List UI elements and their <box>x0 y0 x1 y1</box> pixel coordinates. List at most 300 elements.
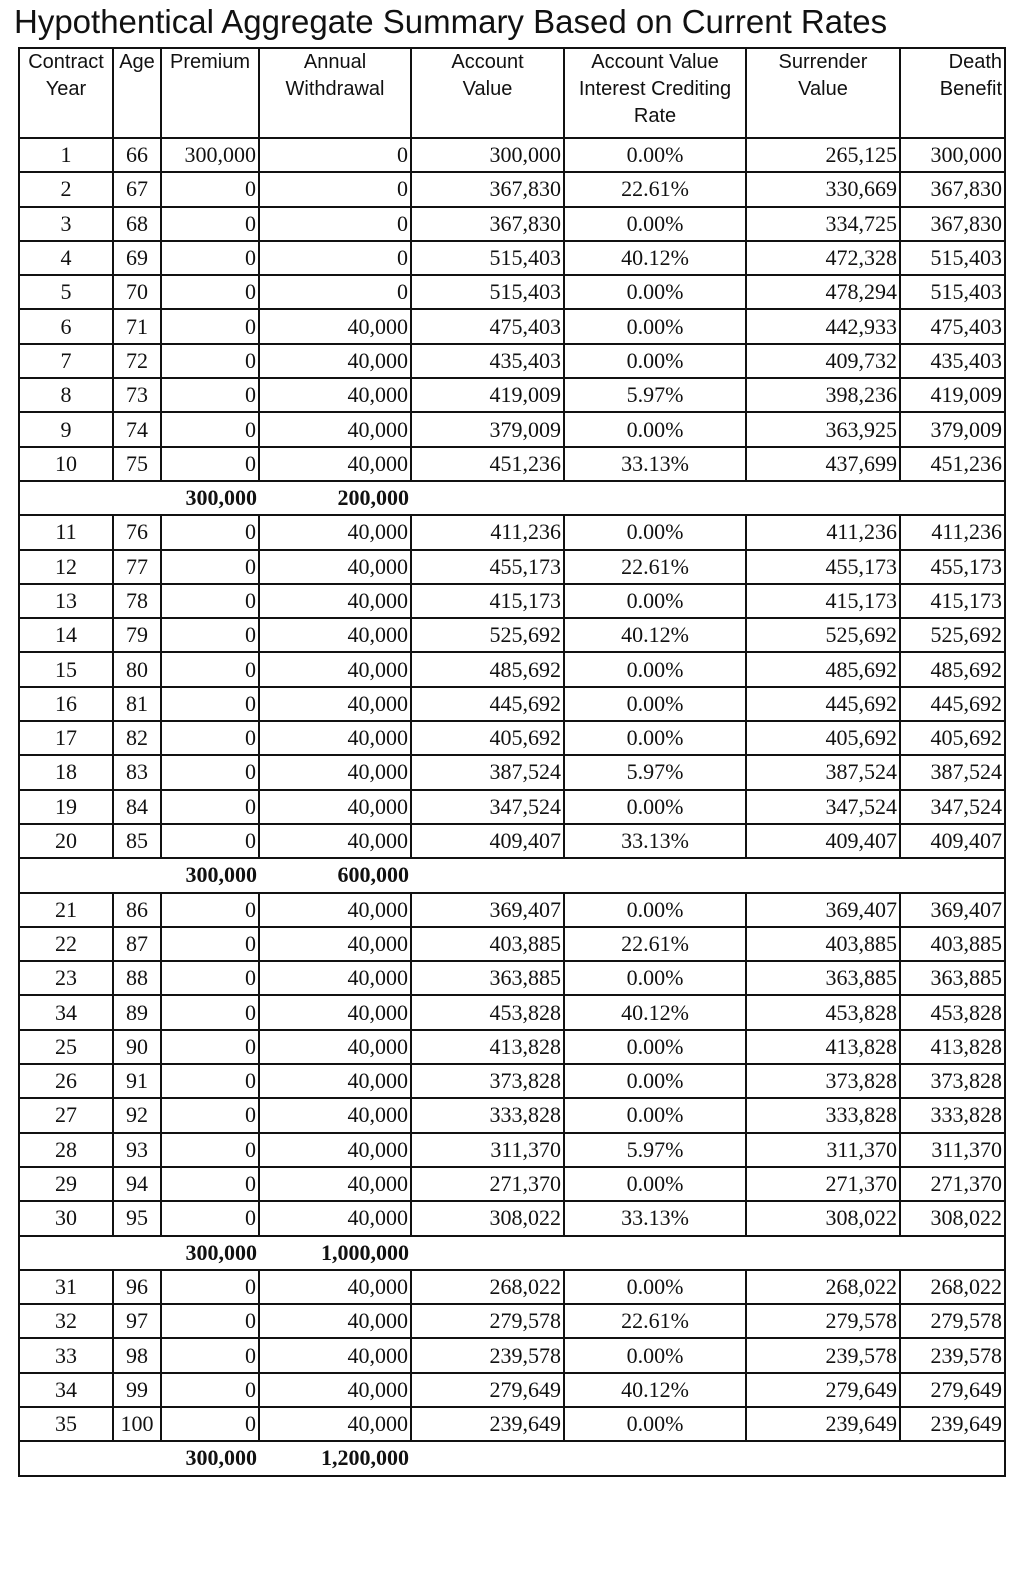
cell-surrender-value: 525,692 <box>746 618 900 652</box>
table-row <box>19 584 1005 618</box>
cell-contract-year: 32 <box>19 1304 113 1338</box>
cell-interest-rate: 5.97% <box>564 755 746 789</box>
cell-age: 75 <box>113 447 161 481</box>
cell-account-value: 409,407 <box>411 824 564 858</box>
cell-premium: 0 <box>161 1373 259 1407</box>
cell-account-value: 455,173 <box>411 550 564 584</box>
cell-surrender-value: 334,725 <box>746 207 900 241</box>
cell-age: 68 <box>113 207 161 241</box>
cell-premium: 0 <box>161 927 259 961</box>
cell-age: 92 <box>113 1098 161 1132</box>
table-row <box>19 824 1005 858</box>
subtotal-empty-cell <box>19 858 113 892</box>
cell-premium: 0 <box>161 961 259 995</box>
header-interest-rate-line: Account Value <box>591 51 719 73</box>
table-row <box>19 961 1005 995</box>
cell-account-value: 415,173 <box>411 584 564 618</box>
table-row <box>19 207 1005 241</box>
cell-interest-rate: 0.00% <box>564 1064 746 1098</box>
cell-account-value: 239,578 <box>411 1338 564 1372</box>
cell-death-benefit: 308,022 <box>900 1201 1005 1235</box>
cell-account-value: 435,403 <box>411 344 564 378</box>
cell-age: 77 <box>113 550 161 584</box>
cell-annual-withdrawal: 40,000 <box>259 1270 411 1304</box>
cell-age: 84 <box>113 790 161 824</box>
cell-surrender-value: 409,407 <box>746 824 900 858</box>
cell-death-benefit: 453,828 <box>900 995 1005 1029</box>
table-row <box>19 1304 1005 1338</box>
table-row <box>19 755 1005 789</box>
cell-annual-withdrawal: 40,000 <box>259 447 411 481</box>
cell-account-value: 367,830 <box>411 207 564 241</box>
cell-death-benefit: 409,407 <box>900 824 1005 858</box>
cell-death-benefit: 403,885 <box>900 927 1005 961</box>
header-contract-year-line: Year <box>45 78 87 100</box>
cell-surrender-value: 455,173 <box>746 550 900 584</box>
cell-age: 96 <box>113 1270 161 1304</box>
cell-interest-rate: 33.13% <box>564 824 746 858</box>
cell-contract-year: 6 <box>19 309 113 343</box>
cell-contract-year: 31 <box>19 1270 113 1304</box>
cell-age: 94 <box>113 1167 161 1201</box>
header-contract-year-line: Contract <box>28 51 104 73</box>
cell-death-benefit: 279,578 <box>900 1304 1005 1338</box>
cell-surrender-value: 413,828 <box>746 1030 900 1064</box>
cell-age: 88 <box>113 961 161 995</box>
page-title: Hypothentical Aggregate Summary Based on Current Rates <box>14 3 888 40</box>
subtotal-premium: 300,000 <box>161 481 259 515</box>
cell-annual-withdrawal: 40,000 <box>259 1030 411 1064</box>
cell-age: 93 <box>113 1133 161 1167</box>
cell-death-benefit: 367,830 <box>900 207 1005 241</box>
cell-contract-year: 15 <box>19 652 113 686</box>
table-row <box>19 721 1005 755</box>
cell-death-benefit: 435,403 <box>900 344 1005 378</box>
cell-surrender-value: 453,828 <box>746 995 900 1029</box>
cell-death-benefit: 311,370 <box>900 1133 1005 1167</box>
cell-interest-rate: 0.00% <box>564 515 746 549</box>
cell-interest-rate: 0.00% <box>564 687 746 721</box>
cell-interest-rate: 0.00% <box>564 412 746 446</box>
cell-age: 72 <box>113 344 161 378</box>
cell-death-benefit: 411,236 <box>900 515 1005 549</box>
cell-account-value: 405,692 <box>411 721 564 755</box>
cell-age: 67 <box>113 172 161 206</box>
cell-interest-rate: 0.00% <box>564 1270 746 1304</box>
cell-annual-withdrawal: 40,000 <box>259 1304 411 1338</box>
header-surrender-value-line: Surrender <box>778 51 868 73</box>
cell-age: 82 <box>113 721 161 755</box>
table-row <box>19 1201 1005 1235</box>
cell-surrender-value: 239,578 <box>746 1338 900 1372</box>
cell-premium: 0 <box>161 1133 259 1167</box>
subtotal-row <box>19 481 1005 515</box>
cell-premium: 0 <box>161 309 259 343</box>
subtotal-empty-cell <box>564 1441 746 1475</box>
cell-age: 98 <box>113 1338 161 1372</box>
cell-interest-rate: 0.00% <box>564 1030 746 1064</box>
cell-premium: 0 <box>161 1098 259 1132</box>
cell-interest-rate: 0.00% <box>564 652 746 686</box>
cell-age: 80 <box>113 652 161 686</box>
cell-surrender-value: 398,236 <box>746 378 900 412</box>
cell-death-benefit: 300,000 <box>900 138 1005 172</box>
cell-annual-withdrawal: 40,000 <box>259 961 411 995</box>
table-row <box>19 550 1005 584</box>
cell-contract-year: 19 <box>19 790 113 824</box>
cell-annual-withdrawal: 40,000 <box>259 995 411 1029</box>
cell-account-value: 387,524 <box>411 755 564 789</box>
subtotal-premium: 300,000 <box>161 1441 259 1475</box>
table-row <box>19 138 1005 172</box>
cell-surrender-value: 363,925 <box>746 412 900 446</box>
cell-interest-rate: 0.00% <box>564 1338 746 1372</box>
cell-contract-year: 12 <box>19 550 113 584</box>
cell-surrender-value: 411,236 <box>746 515 900 549</box>
cell-death-benefit: 515,403 <box>900 275 1005 309</box>
cell-age: 83 <box>113 755 161 789</box>
cell-surrender-value: 478,294 <box>746 275 900 309</box>
cell-surrender-value: 405,692 <box>746 721 900 755</box>
cell-age: 71 <box>113 309 161 343</box>
cell-interest-rate: 0.00% <box>564 207 746 241</box>
cell-account-value: 279,578 <box>411 1304 564 1338</box>
cell-interest-rate: 5.97% <box>564 1133 746 1167</box>
cell-premium: 0 <box>161 378 259 412</box>
cell-death-benefit: 451,236 <box>900 447 1005 481</box>
cell-annual-withdrawal: 40,000 <box>259 1133 411 1167</box>
cell-surrender-value: 279,649 <box>746 1373 900 1407</box>
header-annual-withdrawal <box>259 48 411 138</box>
cell-account-value: 311,370 <box>411 1133 564 1167</box>
header-contract-year <box>19 48 113 138</box>
cell-account-value: 268,022 <box>411 1270 564 1304</box>
cell-death-benefit: 347,524 <box>900 790 1005 824</box>
cell-account-value: 515,403 <box>411 275 564 309</box>
cell-account-value: 525,692 <box>411 618 564 652</box>
table-row <box>19 1030 1005 1064</box>
cell-contract-year: 20 <box>19 824 113 858</box>
table-row <box>19 618 1005 652</box>
cell-premium: 0 <box>161 412 259 446</box>
subtotal-empty-cell <box>900 481 1005 515</box>
cell-interest-rate: 0.00% <box>564 344 746 378</box>
cell-account-value: 379,009 <box>411 412 564 446</box>
cell-age: 74 <box>113 412 161 446</box>
table-row <box>19 1098 1005 1132</box>
cell-annual-withdrawal: 40,000 <box>259 618 411 652</box>
subtotal-empty-cell <box>746 1236 900 1270</box>
cell-premium: 0 <box>161 652 259 686</box>
cell-surrender-value: 442,933 <box>746 309 900 343</box>
cell-contract-year: 33 <box>19 1338 113 1372</box>
cell-account-value: 451,236 <box>411 447 564 481</box>
cell-account-value: 515,403 <box>411 241 564 275</box>
cell-death-benefit: 525,692 <box>900 618 1005 652</box>
cell-premium: 0 <box>161 893 259 927</box>
cell-premium: 0 <box>161 1304 259 1338</box>
header-account-value-line: Value <box>462 78 513 100</box>
subtotal-withdrawal: 200,000 <box>259 481 411 515</box>
cell-premium: 0 <box>161 1064 259 1098</box>
cell-contract-year: 27 <box>19 1098 113 1132</box>
cell-annual-withdrawal: 40,000 <box>259 790 411 824</box>
cell-death-benefit: 239,649 <box>900 1407 1005 1441</box>
cell-account-value: 475,403 <box>411 309 564 343</box>
cell-interest-rate: 0.00% <box>564 309 746 343</box>
cell-account-value: 363,885 <box>411 961 564 995</box>
table-row <box>19 893 1005 927</box>
cell-interest-rate: 0.00% <box>564 1167 746 1201</box>
cell-premium: 0 <box>161 790 259 824</box>
cell-death-benefit: 271,370 <box>900 1167 1005 1201</box>
subtotal-empty-cell <box>19 481 113 515</box>
cell-contract-year: 16 <box>19 687 113 721</box>
cell-account-value: 308,022 <box>411 1201 564 1235</box>
cell-contract-year: 4 <box>19 241 113 275</box>
subtotal-empty-cell <box>411 858 564 892</box>
header-premium-line: Premium <box>169 51 250 73</box>
cell-age: 87 <box>113 927 161 961</box>
subtotal-empty-cell <box>113 1441 161 1475</box>
cell-surrender-value: 369,407 <box>746 893 900 927</box>
subtotal-row <box>19 1236 1005 1270</box>
header-death-benefit-line: Death <box>948 51 1002 73</box>
header-age <box>113 48 161 138</box>
cell-surrender-value: 333,828 <box>746 1098 900 1132</box>
subtotal-empty-cell <box>113 858 161 892</box>
subtotal-empty-cell <box>411 1236 564 1270</box>
cell-annual-withdrawal: 0 <box>259 241 411 275</box>
cell-age: 73 <box>113 378 161 412</box>
cell-death-benefit: 367,830 <box>900 172 1005 206</box>
cell-age: 66 <box>113 138 161 172</box>
header-interest-rate <box>564 48 746 138</box>
cell-premium: 0 <box>161 447 259 481</box>
cell-contract-year: 26 <box>19 1064 113 1098</box>
cell-contract-year: 9 <box>19 412 113 446</box>
cell-death-benefit: 415,173 <box>900 584 1005 618</box>
cell-interest-rate: 0.00% <box>564 275 746 309</box>
cell-annual-withdrawal: 40,000 <box>259 1201 411 1235</box>
cell-annual-withdrawal: 40,000 <box>259 515 411 549</box>
cell-account-value: 453,828 <box>411 995 564 1029</box>
header-death-benefit-line: Benefit <box>939 78 1002 100</box>
cell-contract-year: 35 <box>19 1407 113 1441</box>
cell-contract-year: 28 <box>19 1133 113 1167</box>
cell-contract-year: 1 <box>19 138 113 172</box>
cell-interest-rate: 22.61% <box>564 550 746 584</box>
cell-age: 69 <box>113 241 161 275</box>
cell-death-benefit: 333,828 <box>900 1098 1005 1132</box>
cell-premium: 0 <box>161 275 259 309</box>
cell-contract-year: 8 <box>19 378 113 412</box>
cell-surrender-value: 271,370 <box>746 1167 900 1201</box>
cell-death-benefit: 268,022 <box>900 1270 1005 1304</box>
header-surrender-value-line: Value <box>798 78 848 100</box>
subtotal-empty-cell <box>746 1441 900 1475</box>
cell-account-value: 373,828 <box>411 1064 564 1098</box>
cell-annual-withdrawal: 40,000 <box>259 344 411 378</box>
cell-age: 76 <box>113 515 161 549</box>
cell-age: 89 <box>113 995 161 1029</box>
subtotal-empty-cell <box>19 1236 113 1270</box>
cell-annual-withdrawal: 40,000 <box>259 309 411 343</box>
cell-account-value: 445,692 <box>411 687 564 721</box>
table-row <box>19 790 1005 824</box>
cell-age: 78 <box>113 584 161 618</box>
table-row <box>19 1133 1005 1167</box>
cell-annual-withdrawal: 40,000 <box>259 1373 411 1407</box>
cell-age: 81 <box>113 687 161 721</box>
cell-annual-withdrawal: 40,000 <box>259 824 411 858</box>
cell-death-benefit: 387,524 <box>900 755 1005 789</box>
cell-annual-withdrawal: 0 <box>259 138 411 172</box>
cell-surrender-value: 265,125 <box>746 138 900 172</box>
header-interest-rate-line: Interest Crediting <box>578 78 732 100</box>
subtotal-premium: 300,000 <box>161 858 259 892</box>
cell-interest-rate: 33.13% <box>564 447 746 481</box>
cell-interest-rate: 22.61% <box>564 172 746 206</box>
summary-table <box>18 47 1006 1477</box>
cell-interest-rate: 22.61% <box>564 927 746 961</box>
cell-account-value: 369,407 <box>411 893 564 927</box>
cell-annual-withdrawal: 40,000 <box>259 1064 411 1098</box>
subtotal-empty-cell <box>900 858 1005 892</box>
cell-surrender-value: 311,370 <box>746 1133 900 1167</box>
cell-account-value: 367,830 <box>411 172 564 206</box>
cell-account-value: 239,649 <box>411 1407 564 1441</box>
cell-account-value: 279,649 <box>411 1373 564 1407</box>
header-annual-withdrawal-line: Annual <box>303 51 367 73</box>
cell-account-value: 333,828 <box>411 1098 564 1132</box>
table-row <box>19 1338 1005 1372</box>
cell-premium: 0 <box>161 687 259 721</box>
cell-premium: 0 <box>161 1030 259 1064</box>
cell-surrender-value: 415,173 <box>746 584 900 618</box>
table-row <box>19 344 1005 378</box>
cell-surrender-value: 403,885 <box>746 927 900 961</box>
table-row <box>19 1407 1005 1441</box>
cell-contract-year: 23 <box>19 961 113 995</box>
subtotal-row <box>19 1441 1005 1475</box>
cell-age: 95 <box>113 1201 161 1235</box>
cell-age: 99 <box>113 1373 161 1407</box>
cell-premium: 0 <box>161 172 259 206</box>
cell-annual-withdrawal: 40,000 <box>259 378 411 412</box>
cell-annual-withdrawal: 40,000 <box>259 550 411 584</box>
table-header <box>19 48 1005 138</box>
cell-interest-rate: 0.00% <box>564 1098 746 1132</box>
cell-interest-rate: 40.12% <box>564 995 746 1029</box>
cell-interest-rate: 0.00% <box>564 584 746 618</box>
cell-premium: 0 <box>161 550 259 584</box>
cell-death-benefit: 413,828 <box>900 1030 1005 1064</box>
cell-contract-year: 7 <box>19 344 113 378</box>
cell-surrender-value: 387,524 <box>746 755 900 789</box>
cell-account-value: 485,692 <box>411 652 564 686</box>
cell-premium: 0 <box>161 1338 259 1372</box>
header-interest-rate-line: Rate <box>633 105 677 127</box>
cell-death-benefit: 373,828 <box>900 1064 1005 1098</box>
subtotal-empty-cell <box>113 1236 161 1270</box>
cell-death-benefit: 379,009 <box>900 412 1005 446</box>
header-annual-withdrawal-line: Withdrawal <box>285 78 385 100</box>
cell-surrender-value: 330,669 <box>746 172 900 206</box>
cell-contract-year: 18 <box>19 755 113 789</box>
table-body <box>19 138 1005 1476</box>
cell-account-value: 411,236 <box>411 515 564 549</box>
subtotal-withdrawal: 600,000 <box>259 858 411 892</box>
subtotal-empty-cell <box>564 858 746 892</box>
header-account-value-line: Account <box>451 51 524 73</box>
cell-contract-year: 29 <box>19 1167 113 1201</box>
cell-annual-withdrawal: 40,000 <box>259 652 411 686</box>
cell-annual-withdrawal: 40,000 <box>259 1167 411 1201</box>
cell-contract-year: 34 <box>19 1373 113 1407</box>
cell-annual-withdrawal: 0 <box>259 207 411 241</box>
cell-death-benefit: 363,885 <box>900 961 1005 995</box>
cell-surrender-value: 279,578 <box>746 1304 900 1338</box>
table-row <box>19 447 1005 481</box>
cell-premium: 0 <box>161 584 259 618</box>
cell-annual-withdrawal: 40,000 <box>259 1098 411 1132</box>
cell-death-benefit: 485,692 <box>900 652 1005 686</box>
cell-death-benefit: 445,692 <box>900 687 1005 721</box>
cell-annual-withdrawal: 40,000 <box>259 721 411 755</box>
cell-interest-rate: 0.00% <box>564 790 746 824</box>
cell-annual-withdrawal: 0 <box>259 275 411 309</box>
subtotal-empty-cell <box>564 1236 746 1270</box>
cell-death-benefit: 515,403 <box>900 241 1005 275</box>
cell-surrender-value: 268,022 <box>746 1270 900 1304</box>
table-row <box>19 1167 1005 1201</box>
cell-age: 70 <box>113 275 161 309</box>
cell-interest-rate: 0.00% <box>564 721 746 755</box>
cell-contract-year: 2 <box>19 172 113 206</box>
header-death-benefit <box>900 48 1005 138</box>
table-row <box>19 927 1005 961</box>
cell-surrender-value: 363,885 <box>746 961 900 995</box>
cell-surrender-value: 347,524 <box>746 790 900 824</box>
cell-surrender-value: 472,328 <box>746 241 900 275</box>
cell-premium: 0 <box>161 755 259 789</box>
cell-contract-year: 3 <box>19 207 113 241</box>
cell-age: 97 <box>113 1304 161 1338</box>
cell-account-value: 403,885 <box>411 927 564 961</box>
cell-account-value: 347,524 <box>411 790 564 824</box>
cell-interest-rate: 40.12% <box>564 1373 746 1407</box>
table-row <box>19 172 1005 206</box>
subtotal-empty-cell <box>746 481 900 515</box>
table-row <box>19 412 1005 446</box>
cell-surrender-value: 437,699 <box>746 447 900 481</box>
cell-account-value: 300,000 <box>411 138 564 172</box>
cell-surrender-value: 445,692 <box>746 687 900 721</box>
header-age-line: Age <box>119 51 155 73</box>
cell-account-value: 271,370 <box>411 1167 564 1201</box>
subtotal-empty-cell <box>900 1441 1005 1475</box>
cell-interest-rate: 0.00% <box>564 138 746 172</box>
header-premium <box>161 48 259 138</box>
cell-age: 90 <box>113 1030 161 1064</box>
cell-age: 86 <box>113 893 161 927</box>
cell-death-benefit: 405,692 <box>900 721 1005 755</box>
subtotal-empty-cell <box>564 481 746 515</box>
cell-surrender-value: 485,692 <box>746 652 900 686</box>
table-row <box>19 378 1005 412</box>
cell-interest-rate: 0.00% <box>564 961 746 995</box>
